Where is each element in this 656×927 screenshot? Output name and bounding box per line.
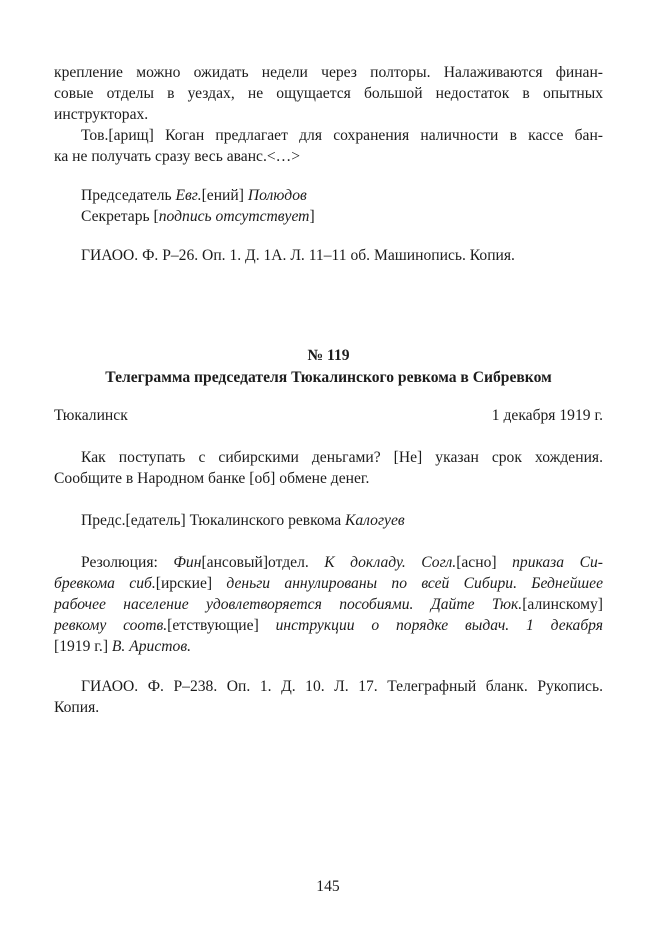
text-line: совые отделы в уездах, не ощущается большой недостаток в опытных — [54, 85, 603, 102]
text-line: бревкома сиб.[ирские] деньги аннулированы по всей Сибири. Беднейшее — [54, 575, 603, 592]
text-line: рабочее население удовлетворяется пособиями. Дайте Тюк.[алинскому] — [54, 596, 603, 613]
archive-reference-1: ГИАОО. Ф. Р–26. Оп. 1. Д. 1А. Л. 11–11 об. Машинопись. Копия. — [81, 247, 515, 264]
text-line: ревкому соотв.[етствующие] инструкции о порядке выдач. 1 декабря — [54, 617, 604, 634]
text-line: Тов.[арищ] Коган предлагает для сохранения наличности в кассе бан- — [81, 127, 603, 144]
text-line: инструкторах. — [54, 106, 149, 123]
archive-reference-2 — [54, 676, 603, 718]
place-date-row — [54, 405, 603, 426]
telegram-text — [54, 447, 603, 489]
text-line: [1919 г.] В. Аристов. — [54, 638, 191, 655]
text-line: ГИАОО. Ф. Р–238. Оп. 1. Д. 10. Л. 17. Телеграфный бланк. Рукопись. — [81, 678, 603, 695]
paragraph-continuation — [54, 62, 603, 125]
secretary-signature: Секретарь [подпись отсутствует] — [81, 208, 315, 225]
document-title: Телеграмма председателя Тюкалинского ревкома в Сибревком — [105, 369, 552, 386]
text-line: Как поступать с сибирскими деньгами? [Не] указан срок хождения. — [81, 449, 603, 466]
text-line: крепление можно ожидать недели через полторы. Налаживаются финан- — [54, 64, 603, 81]
text-line: ка не получать сразу весь аванс.<…> — [54, 148, 301, 165]
text-line: Сообщите в Народном банке [об] обмене денег. — [54, 470, 370, 487]
date: 1 декабря 1919 г. — [491, 407, 603, 424]
text-line: Копия. — [54, 699, 100, 716]
chair-signature: Председатель Евг.[ений] Полюдов — [81, 187, 307, 204]
text-line: Резолюция: Фин[ансовый]отдел. К докладу. Согл.[асно] приказа Си- — [81, 554, 603, 571]
signature-block-protocol — [54, 185, 630, 227]
resolution — [54, 552, 603, 657]
page-number: 145 — [316, 878, 340, 895]
place: Тюкалинск — [54, 407, 128, 424]
signature-revkom: Предс.[едатель] Тюкалинского ревкома Калогуев — [81, 512, 405, 529]
document-number: № 119 — [307, 347, 350, 364]
paragraph-kogan — [54, 125, 603, 167]
